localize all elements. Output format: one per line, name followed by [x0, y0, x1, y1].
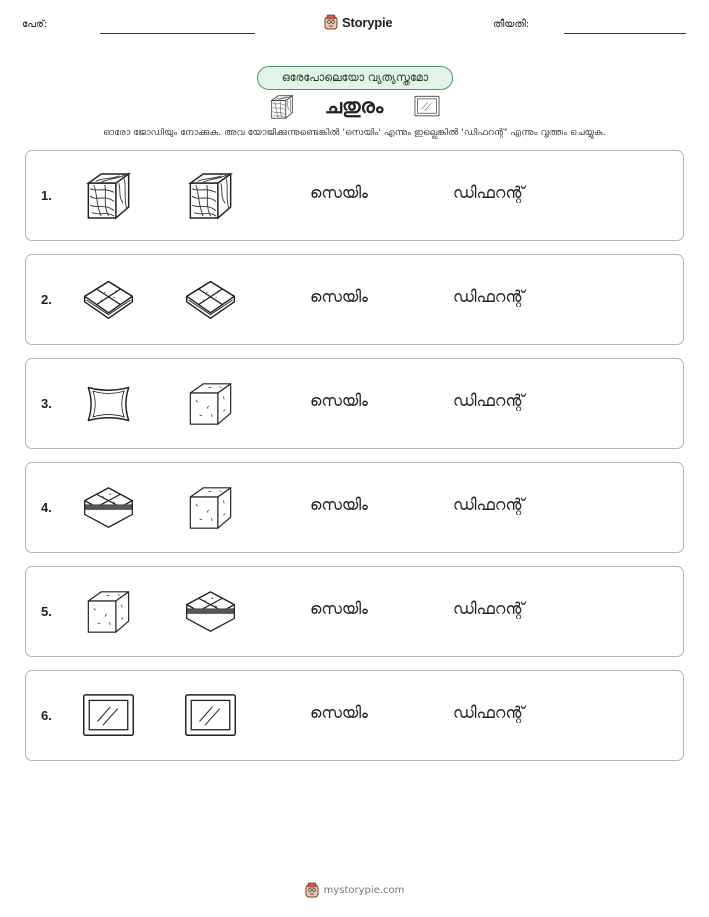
row-number: 3.: [41, 396, 52, 411]
same-option[interactable]: സെയിം: [310, 703, 368, 722]
layered-cake-icon: [81, 482, 136, 534]
question-row-4: [25, 462, 684, 553]
footer-url[interactable]: mystorypie.com: [323, 884, 405, 896]
picture-frame-icon: [183, 690, 238, 742]
same-option[interactable]: സെയിം: [310, 287, 368, 306]
same-option[interactable]: സെയിം: [310, 183, 368, 202]
tile-square-icon: [81, 274, 136, 326]
row-number: 6.: [41, 708, 52, 723]
question-row-5: [25, 566, 684, 657]
instructions: ഓരോ ജോഡിയും നോക്കുക. അവ യോജിക്കുന്നുണ്ടെങ്കിൽ 'സെയിം' എന്നും ഇല്ലെങ്കിൽ 'ഡിഫറന്റ്' എന്നും വൃത്തം ചെയ്യുക.: [103, 127, 606, 138]
same-option[interactable]: സെയിം: [310, 391, 368, 410]
picture-frame-icon: [81, 690, 136, 742]
wooden-cube-icon: [81, 170, 136, 222]
brand-logo: [324, 12, 392, 32]
row-number: 1.: [41, 188, 52, 203]
question-row-1: [25, 150, 684, 241]
row-number: 4.: [41, 500, 52, 515]
same-option[interactable]: സെയിം: [310, 495, 368, 514]
pillow-icon: [81, 378, 136, 430]
date-line: [564, 33, 686, 34]
sugar-cube-icon: [81, 586, 136, 638]
different-option[interactable]: ഡിഫറന്റ്: [453, 183, 525, 202]
question-row-2: [25, 254, 684, 345]
date-label: തീയതി:: [493, 19, 530, 30]
tile-square-icon: [183, 274, 238, 326]
different-option[interactable]: ഡിഫറന്റ്: [453, 495, 525, 514]
title-row: [0, 92, 709, 122]
different-option[interactable]: ഡിഫറന്റ്: [453, 703, 525, 722]
layered-cake-icon: [183, 586, 238, 638]
storypie-logo-icon: [305, 882, 319, 898]
brand-name: Storypie: [342, 14, 393, 30]
same-option[interactable]: സെയിം: [310, 599, 368, 618]
activity-badge: ഒരേപോലെയോ വ്യത്യസ്തമോ: [257, 66, 453, 90]
different-option[interactable]: ഡിഫറന്റ്: [453, 287, 525, 306]
picture-frame-icon: [412, 94, 442, 119]
sugar-cube-icon: [183, 378, 238, 430]
question-row-3: [25, 358, 684, 449]
row-number: 2.: [41, 292, 52, 307]
name-label: പേര്:: [22, 19, 48, 30]
different-option[interactable]: ഡിഫറന്റ്: [453, 599, 525, 618]
different-option[interactable]: ഡിഫറന്റ്: [453, 391, 525, 410]
page-title: ചതുരം: [324, 94, 384, 118]
row-number: 5.: [41, 604, 52, 619]
storypie-logo-icon: [324, 14, 338, 30]
name-line: [100, 33, 255, 34]
worksheet-header: [0, 0, 709, 48]
question-row-6: [25, 670, 684, 761]
wooden-cube-icon: [183, 170, 238, 222]
footer: [0, 880, 709, 900]
wooden-cube-icon: [268, 93, 296, 121]
sugar-cube-icon: [183, 482, 238, 534]
